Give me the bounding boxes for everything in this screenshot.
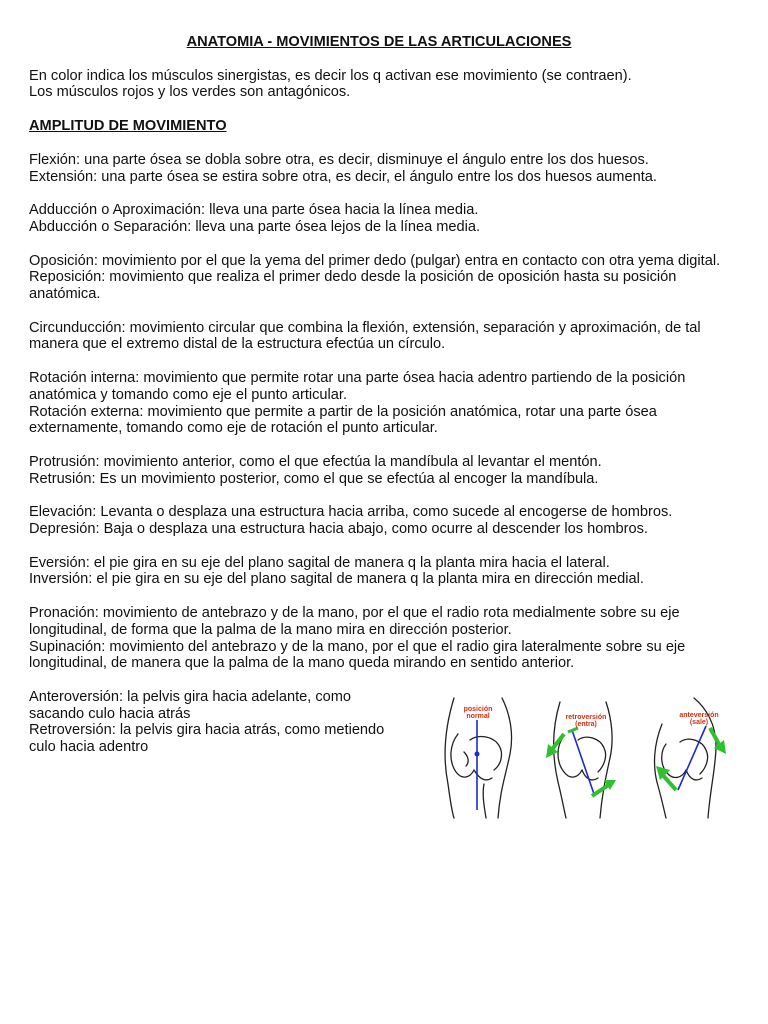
definition-line: Depresión: Baja o desplaza una estructura hacia abajo, como ocurre al descender los hombros. bbox=[29, 521, 648, 538]
paragraph-flexion bbox=[29, 152, 729, 185]
pelvis-illustration bbox=[440, 694, 740, 820]
document-title: ANATOMIA - MOVIMIENTOS DE LAS ARTICULACIONES bbox=[186, 34, 572, 50]
definition-line: Retroversión: la pelvis gira hacia atrás, como metiendo culo hacia adentro bbox=[29, 722, 385, 756]
definition-line: Supinación: movimiento del antebrazo y de la mano, por el que el radio gira lateralmente sobre su eje longitudinal, de manera que la palma de la mano queda mirando en sentido anterior. bbox=[29, 638, 686, 672]
definition-line: Extensión: una parte ósea se estira sobre otra, es decir, el ángulo entre los dos huesos aumenta. bbox=[29, 168, 657, 185]
section-title: AMPLITUD DE MOVIMIENTO bbox=[29, 118, 227, 135]
definition-line: Flexión: una parte ósea se dobla sobre otra, es decir, disminuye el ángulo entre los dos huesos. bbox=[29, 151, 649, 168]
intro-line: En color indica los músculos sinergistas, es decir los q activan ese movimiento (se contraen). bbox=[29, 67, 632, 84]
figure-label: anteversión (sale) bbox=[679, 712, 719, 726]
definition-line: Rotación interna: movimiento que permite rotar una parte ósea hacia adentro partiendo de la posición anatómica y tomando como eje el punto articular. bbox=[29, 370, 686, 403]
definition-line: Elevación: Levanta o desplaza una estructura hacia arriba, como sucede al encogerse de hombros. bbox=[29, 504, 673, 521]
definition-line: Circunducción: movimiento circular que combina la flexión, extensión, separación y aproximación, de tal manera que el extremo distal de la estructura efectúa un círculo. bbox=[29, 319, 701, 353]
paragraph-oposicion bbox=[29, 253, 729, 303]
paragraph-circunduccion bbox=[29, 320, 729, 353]
paragraph-adduccion bbox=[29, 202, 729, 235]
document-page bbox=[29, 34, 729, 773]
paragraph-pronacion bbox=[29, 605, 729, 672]
definition-line: Eversión: el pie gira en su eje del plano sagital de manera q la planta mira hacia el lateral. bbox=[29, 554, 610, 571]
paragraph-eversion bbox=[29, 555, 729, 588]
figure-label: retroversión (entra) bbox=[565, 714, 607, 728]
definition-line: Oposición: movimiento por el que la yema del primer dedo (pulgar) entra en contacto con otra yema digital. bbox=[29, 252, 721, 269]
pelvis-retroversion-sketch bbox=[542, 694, 634, 820]
definition-line: Rotación externa: movimiento que permite a partir de la posición anatómica, rotar una parte ósea externamente, tomando como eje de rotación el punto articular. bbox=[29, 403, 657, 437]
pelvis-anteversion-figure bbox=[646, 694, 738, 820]
definition-line: Pronación: movimiento de antebrazo y de la mano, por el que el radio rota medialmente sobre su eje longitudinal, de forma que la palma de la mano mira en dirección posterior. bbox=[29, 605, 680, 638]
definition-line: Protrusión: movimiento anterior, como el que efectúa la mandíbula al levantar el mentón. bbox=[29, 453, 602, 470]
intro-paragraph bbox=[29, 68, 729, 101]
definition-line: Anteroversión: la pelvis gira hacia adelante, como sacando culo hacia atrás bbox=[29, 688, 352, 722]
definition-line: Adducción o Aproximación: lleva una parte ósea hacia la línea media. bbox=[29, 202, 479, 219]
figure-label: posición normal bbox=[463, 706, 493, 720]
paragraph-rotacion bbox=[29, 370, 729, 437]
paragraph-anteversion bbox=[29, 689, 409, 756]
paragraph-protrusion bbox=[29, 454, 729, 487]
paragraph-elevacion bbox=[29, 504, 729, 537]
definition-line: Abducción o Separación: lleva una parte ósea lejos de la línea media. bbox=[29, 218, 481, 235]
pelvis-normal-figure bbox=[440, 694, 532, 820]
definition-line: Reposición: movimiento que realiza el primer dedo desde la posición de oposición hasta su posición anatómica. bbox=[29, 269, 677, 303]
pelvis-retroversion-figure bbox=[542, 694, 634, 820]
definition-line: Retrusión: Es un movimiento posterior, como el que se efectúa al encoger la mandíbula. bbox=[29, 470, 599, 487]
definition-line: Inversión: el pie gira en su eje del plano sagital de manera q la planta mira en dirección medial. bbox=[29, 571, 644, 588]
intro-line: Los músculos rojos y los verdes son antagónicos. bbox=[29, 84, 351, 101]
